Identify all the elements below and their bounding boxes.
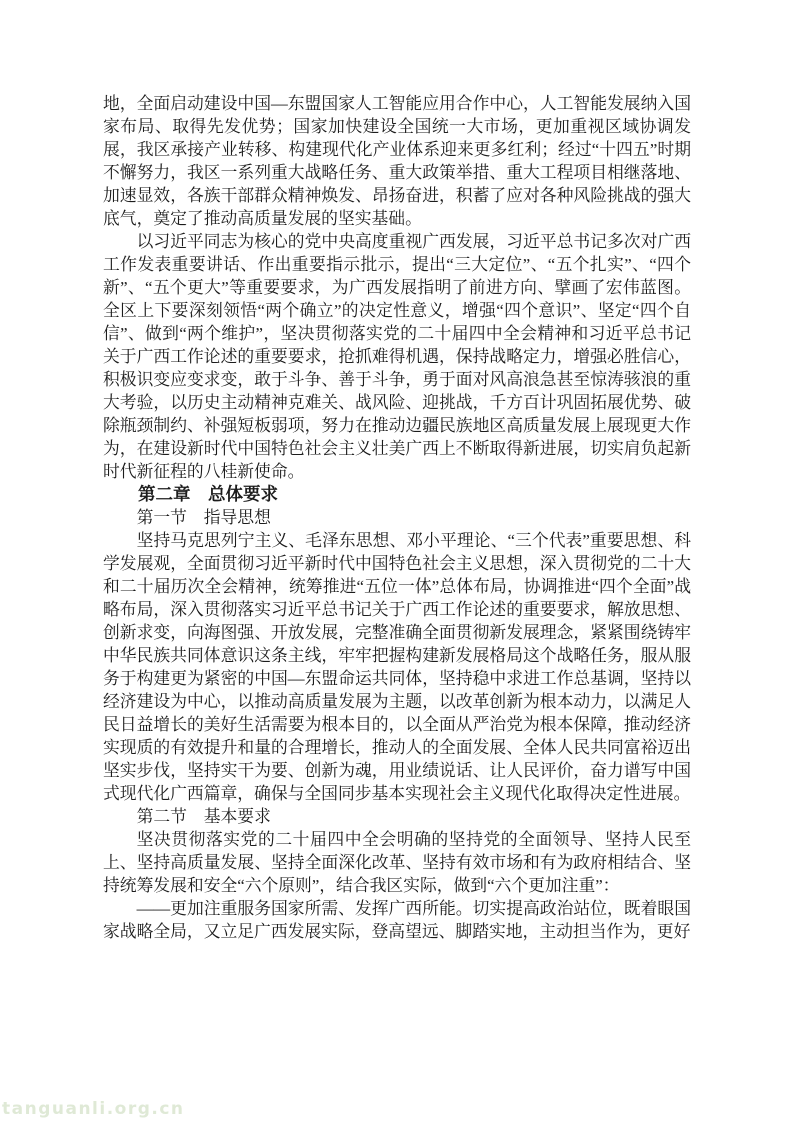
body-paragraph-3: 坚持马克思列宁主义、毛泽东思想、邓小平理论、“三个代表”重要思想、科学发展观，全面贯彻习近平新时代中国特色社会主义思想，深入贯彻党的二十大和二十届历次全会精神，统筹推进“五位一体”总体布局，协调推进“四个全面”战略布局，深入贯彻落实习近平总书记关于广西工作论述的重要要求，解放思想、创新求变，向海图强、开放发展，完整准确全面贯彻新发展理念，紧紧围绕铸牢中华民族共同体意识这条主线，牢牢把握构建新发展格局这个战略任务，服从服务于构建更为紧密的中国—东盟命运共同体，坚持稳中求进工作总基调，坚持以经济建设为中心，以推动高质量发展为主题，以改革创新为根本动力，以满足人民日益增长的美好生活需要为根本目的，以全面从严治党为根本保障，推动经济实现质的有效提升和量的合理增长，推动人的全面发展、全体人民共同富裕迈出坚实步伐，坚持实干为要、创新为魂，用业绩说话、让人民评价，奋力谱写中国式现代化广西篇章，确保与全国同步基本实现社会主义现代化取得决定性进展。 — [103, 531, 691, 803]
body-paragraph-1: 地，全面启动建设中国—东盟国家人工智能应用合作中心，人工智能发展纳入国家布局、取得先发优势；国家加快建设全国统一大市场，更加重视区域协调发展，我区承接产业转移、构建现代化产业体系迎来更多红利；经过“十四五”时期不懈努力，我区一系列重大战略任务、重大政策举措、重大工程项目相继落地、加速显效，各族干部群众精神焕发、昂扬奋进，积蓄了应对各种风险挑战的强大底气，奠定了推动高质量发展的坚实基础。 — [103, 94, 691, 228]
section-heading-1: 第一节 指导思想 — [136, 508, 271, 527]
site-watermark: tanguanli.org.cn — [2, 1099, 185, 1119]
section-heading-2: 第二节 基本要求 — [136, 807, 271, 826]
body-paragraph-5: ——更加注重服务国家所需、发挥广西所能。切实提高政治站位，既着眼国家战略全局，又立足广西发展实际，登高望远、脚踏实地，主动担当作为，更好 — [103, 899, 691, 941]
body-paragraph-2: 以习近平同志为核心的党中央高度重视广西发展，习近平总书记多次对广西工作发表重要讲话、作出重要指示批示，提出“三大定位”、“五个扎实”、“四个新”、“五个更大”等重要要求，为广西发展指明了前进方向、擘画了宏伟蓝图。全区上下要深刻领悟“两个确立”的决定性意义，增强“四个意识”、坚定“四个自信”、做到“两个维护”，坚决贯彻落实党的二十届四中全会精神和习近平总书记关于广西工作论述的重要要求，抢抓难得机遇，保持战略定力，增强必胜信心，积极识变应变求变，敢于斗争、善于斗争，勇于面对风高浪急甚至惊涛骇浪的重大考验，以历史主动精神克难关、战风险、迎挑战，千方百计巩固拓展优势、破除瓶颈制约、补强短板弱项，努力在推动边疆民族地区高质量发展上展现更大作为，在建设新时代中国特色社会主义壮美广西上不断取得新进展，切实肩负起新时代新征程的八桂新使命。 — [103, 232, 691, 481]
body-paragraph-4: 坚决贯彻落实党的二十届四中全会明确的坚持党的全面领导、坚持人民至上、坚持高质量发展、坚持全面深化改革、坚持有效市场和有为政府相结合、坚持统筹发展和安全“六个原则”，结合我区实际，做到“六个更加注重”： — [103, 830, 691, 895]
document-text-body — [103, 92, 691, 943]
chapter-heading: 第二章 总体要求 — [138, 484, 278, 504]
